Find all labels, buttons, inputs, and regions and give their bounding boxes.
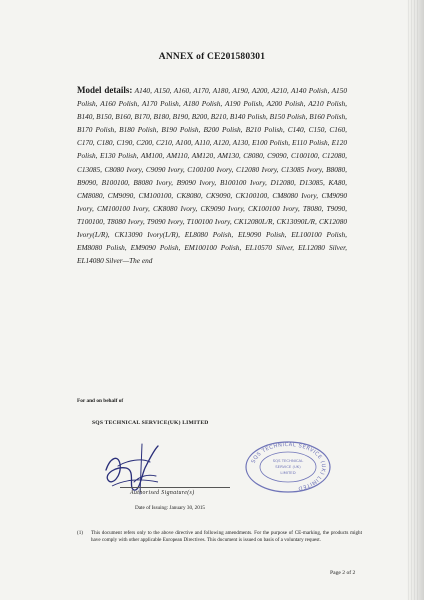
svg-text:SQS TECHNICAL: SQS TECHNICAL [272,458,304,463]
svg-text:LIMITED: LIMITED [280,470,296,475]
model-details-paragraph [77,84,347,267]
page-number: Page 2 of 2 [330,570,356,576]
model-details-label: Model details: [77,85,133,95]
signature-line [120,487,230,488]
issue-date: Date of Issuing: January 30, 2015 [135,505,206,511]
handwritten-signature [98,436,168,498]
footnote [77,530,362,544]
svg-text:SQS TECHNICAL SERVICE (UK) LIM: SQS TECHNICAL SERVICE (UK) LIMITED [250,441,327,492]
model-details-list: A140, A150, A160, A170, A180, A190, A200, A210, A140 Polish, A150 Polish, A160 Polish, A170 Polish, A180 Polish, A190 Polish, A200 Polish, A210 Polish, B140, B150, B160, B170, B180, B190, B200, B210, B140 Polish, B150 Polish, B160 Polish, B170 Polish, B180 Polish, B190 Polish, B200 Polish, B210 Polish, C140, C150, C160, C170, C180, C190, C200, C210, A100, A110, A120, A130, E100 Polish, E110 Polish, E120 Polish, E130 Polish, AM100, AM110, AM120, AM130, C8080, C9090, C100100, C12080, C13085, C8080 Ivory, C9090 Ivory, C100100 Ivory, C12080 Ivory, C13085 Ivory, B8080, B9090, B100100, B8080 Ivory, B9090 Ivory, B100100 Ivory, D12080, D13085, KA80, CM8080, CM9090, CM100100, CK8080, CK9090, CK100100, CM8080 Ivory, CM9090 Ivory, CM100100 Ivory, CK8080 Ivory, CK9090 Ivory, CK100100 Ivory, T8080, T9090, T100100, T8080 Ivory, T9090 Ivory, T100100 Ivory, CK12080L/R, CK13090L/R, CK12080 Ivory(L/R), CK13090 Ivory(L/R), EL8080 Polish, EL9090 Polish, EL100100 Polish, EM8080 Polish, EM9090 Polish, EM100100 Polish, EL10570 Silver, EL12080 Silver, EL14080 Silver—The end [77,86,347,266]
annex-title: ANNEX of CE201580301 [158,52,266,62]
signature-caption: Authorised Signature(s) [130,490,195,496]
on-behalf-label: For and on behalf of [77,398,124,404]
page-edge-lines [408,0,420,600]
company-name: SQS TECHNICAL SERVICE(UK) LIMITED [92,420,209,426]
company-seal-stamp [244,440,332,494]
svg-text:SERVICE (UK): SERVICE (UK) [275,464,301,469]
footnote-number: (1) [77,530,83,536]
footnote-text: This document refers only to the above directive and following amendments. For the purpose of CE-marking, the products might have comply with other applicable European Directives. This document is issued on basis of a voluntary request. [91,530,362,544]
